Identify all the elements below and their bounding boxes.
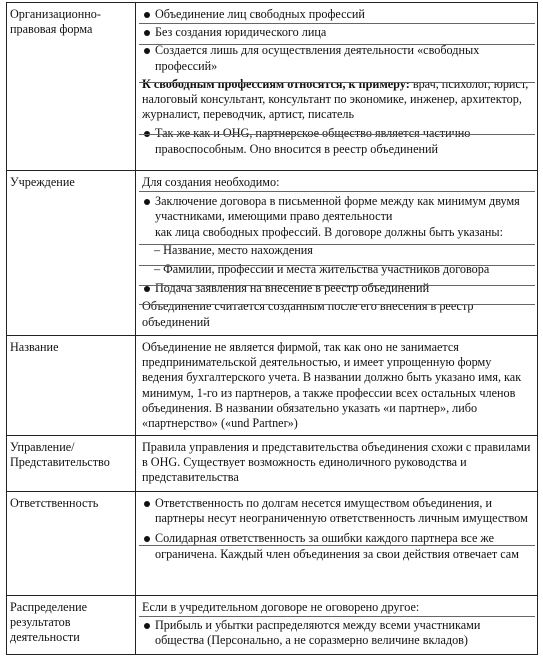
sub-item: – Название, место нахождения — [154, 242, 313, 257]
row-title: Учреждение — [10, 175, 75, 189]
divider — [139, 285, 535, 286]
divider — [139, 191, 535, 192]
row-content — [142, 496, 532, 562]
list-item: Прибыль и убытки распределяются между всеми участниками общества (Персонально, а не соразмерно величине вкладов) — [142, 618, 532, 648]
intro-text: Для создания необходимо: — [142, 175, 280, 189]
divider — [139, 82, 535, 83]
divider — [139, 244, 535, 245]
list-item: Объединение лиц свободных профессий — [142, 7, 532, 22]
table-row — [7, 491, 537, 596]
table-row — [7, 335, 537, 436]
divider — [139, 44, 535, 45]
table-row — [7, 170, 537, 336]
examples-text: врач, психолог, юрист, налоговый консультант, консультант по экономике, инженер, архитектор, журналист, переводчик, артист, писатель — [142, 76, 529, 122]
divider — [139, 134, 535, 135]
list-item: Солидарная ответственность за ошибки каждого партнера все же ограничена. Каждый член объединения за свои действия отвечает сам — [142, 531, 532, 561]
list-item: Без создания юридического лица — [142, 25, 532, 40]
sub-item: – Фамилии, профессии и места жительства участников договора — [154, 262, 490, 277]
row-title: Распределение результатов деятельности — [10, 600, 88, 645]
row-content — [142, 600, 532, 649]
examples-heading: К свободным профессиям относятся, к примеру: — [142, 76, 410, 91]
closing-text: Объединение считается созданным после его внесения в реестр объединений — [142, 299, 474, 329]
row-content: Правила управления и представительства объединения схожи с правилами в OHG. Существует возможность единоличного руководства и представительства — [142, 440, 531, 485]
list-item: Заключение договора в письменной форме между как минимум двумя участниками, имеющими право деятельности — [142, 194, 532, 224]
table-row — [7, 3, 537, 170]
examples-paragraph — [142, 77, 532, 123]
intro-text: Если в учредительном договоре не оговорено другое: — [142, 600, 420, 614]
row-title: Организационно-правовая форма — [10, 7, 101, 37]
row-content — [142, 175, 532, 330]
list-item: Подача заявления на внесение в реестр объединений — [142, 281, 532, 296]
divider — [139, 304, 535, 305]
divider — [139, 265, 535, 266]
list-item: Создается лишь для осуществления деятельности «свободных профессий» — [142, 43, 532, 73]
row-title: Управление/ Представительство — [10, 440, 110, 470]
divider — [139, 23, 535, 24]
row-title: Название — [10, 340, 59, 354]
divider — [139, 616, 535, 617]
divider — [139, 545, 535, 546]
row-title: Ответственность — [10, 496, 99, 510]
row-content: Объединение не является фирмой, так как оно не занимается предпринимательской деятельностью, и имеет упрощенную форму ведения бухгалтерского учета. В названии должно быть указано имя, как минимум, 1-го из партнеров, а также профессии всех остальных членов объединения. В названии обязательно указать «и партнер», либо «партнерство» («und Partner») — [142, 340, 522, 431]
list-item-continuation: как лица свободных профессий. В договоре должны быть указаны: — [155, 224, 503, 239]
table-row — [7, 435, 537, 492]
list-item: Так же как и OHG, партнерское общество является частично правоспособным. Оно вносится в реестр объединений — [142, 126, 532, 156]
list-item: Ответственность по долгам несется имуществом объединения, и партнеры несут неограниченную ответственность личным имуществом — [142, 496, 532, 526]
partnership-table — [6, 2, 538, 655]
table-row — [7, 595, 537, 655]
